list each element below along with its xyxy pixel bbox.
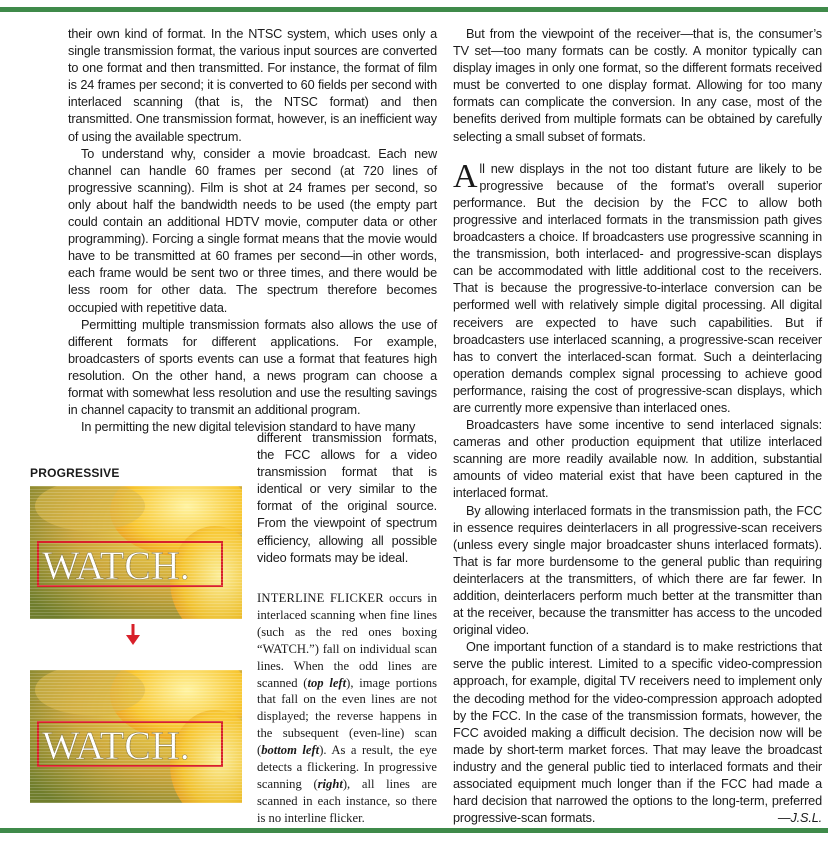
right-paragraph-1: But from the viewpoint of the receiver—that is, the consumer’s TV set—too many formats can be costly. A monitor typically can display images in only one format, so the different formats received must be converted to one display format. Allowing for too many formats can complicate the conversion. In any case, most of the benefits derived from multiple formats can be obtained by carefully selecting a small subset of formats. bbox=[453, 27, 822, 144]
caption-part-c: ). As a result, the eye detects a flickering. In progressive scanning ( bbox=[257, 743, 437, 791]
section-gap bbox=[453, 146, 822, 161]
right-paragraph-4: By allowing interlaced formats in the transmission path, the FCC in essence requires deinterlacers in all progressive-scan receivers (unless every single major broadcaster shuns interlaced formats). That is far more burdensome to the general public than requiring deinterlacers at the transmitters, of which there are far fewer. In addition, deinterlacers perform much better at the transmitter than at the receiver, because the transmitter has access to the uncoded original video. bbox=[453, 503, 822, 638]
caption-part-d: ), all lines are scanned in each instance, so there is no interline flicker. bbox=[257, 776, 437, 825]
right-paragraph-5-text: One important function of a standard is to make restrictions that serve the public interest. Limited to a specific video-compression approach, for example, digital TV receivers need to implement only the decoding method for the video-compression approach adopted by the FCC. In the case of the transmission formats, however, the FCC avoided making a difficult decision. The decision now will be made by short-term market forces. That may leave the broadcast industry and the general public tied to interlaced formats and their associated equipment much longer than if the FCC had made a hard decision that narrowed the options to the long-term, preferred progressive-scan formats. bbox=[453, 640, 822, 826]
caption-ref-bottom-left: bottom left bbox=[261, 743, 320, 758]
right-paragraph-5 bbox=[453, 639, 822, 827]
left-paragraph-2: To understand why, consider a movie broadcast. Each new channel can handle 60 frames per second (at 720 lines of progressive scanning). Film is shot at 24 frames per second, so only about half the bandwidth needs to be used (the empty part could contain an additional HDTV movie, computer data or other programming). Forcing a single format means that the movie would have to be transmitted at 60 frames per second—in other words, each frame would be sent two or three times, and there would be less room for other data. The spectrum therefore becomes occupied with repetitive data. bbox=[68, 146, 437, 315]
top-rule bbox=[0, 7, 828, 12]
right-paragraph-3: Broadcasters have some incentive to send interlaced signals: cameras and other production equipment that utilize interlaced scanning are more readily available now. In addition, substantial amounts of video material exist that have been captured in the interlaced format. bbox=[453, 418, 822, 501]
bottom-rule bbox=[0, 828, 828, 833]
author-signature: —J.S.L. bbox=[777, 811, 822, 826]
caption-ref-right: right bbox=[317, 776, 343, 791]
figure-caption bbox=[257, 590, 437, 827]
caption-part-b: ), image portions that fall on the even lines are not displayed; the reverse happens in the subsequent (even-line) scan ( bbox=[257, 675, 437, 758]
left-paragraph-4-start: In permitting the new digital television standard to have many bbox=[81, 420, 416, 435]
left-paragraph-1: their own kind of format. In the NTSC system, which uses only a single transmission format, the various input sources are converted to one format and then transmitted. For instance, the format of film is 24 frames per second; it is converted to 60 fields per second with interlaced scanning (that is, the NTSC format) and then transmitted. One transmission format, however, is an inefficient way of using the available spectrum. bbox=[68, 27, 437, 144]
right-column bbox=[453, 26, 822, 827]
down-arrow-icon bbox=[126, 624, 140, 651]
right-paragraph-2-text: ll new displays in the not too distant future are likely to be progressive because of the format’s overall superior performance. But the decision by the FCC to allow both progressive and interlaced formats in the transmission path gives broadcasters a choice. If broadcasters use progressive scanning in the transmission, both interlaced- and progressive-scan displays can be accommodated with little additional cost to the receivers. That is because the progressive-to-interlace conversion can be performed well with relatively simple digital processing. All digital receivers are expected to have such capabilities. But if broadcasters use interlaced scanning, a progressive-scan receiver has to convert the interlaced-scan format. Such a deinterlacing operation demands complex signal processing to achieve good performance, raising the cost of progressive-scan displays, which are currently more expensive than interlaced ones. bbox=[453, 161, 822, 415]
figure-title: PROGRESSIVE bbox=[30, 466, 120, 480]
drop-cap: A bbox=[453, 157, 478, 195]
left-paragraph-4-wrap: different transmission formats, the FCC allows for a video transmission format that is identical or very similar to the format of the original source. From the viewpoint of spectrum efficiency, allowing all possible video formats may be ideal. bbox=[257, 431, 437, 565]
left-paragraph-3: Permitting multiple transmission formats also allows the use of different formats for different applications. For example, broadcasters of sports events can use a format that features high resolution. On the other hand, a news program can choose a format with somewhat less resolution and use the resulting savings in channel capacity to transmit an additional program. bbox=[68, 317, 437, 418]
caption-part-a: occurs in interlaced scanning when fine lines (such as the red ones boxing “WATCH.”) fall on individual scan lines. When the odd lines are scanned ( bbox=[257, 591, 437, 690]
caption-ref-top-left: top left bbox=[307, 675, 347, 690]
left-wrapped-text bbox=[257, 430, 437, 567]
left-column bbox=[68, 26, 437, 436]
photo-even-scan bbox=[30, 670, 242, 803]
photo-odd-scan bbox=[30, 486, 242, 619]
right-paragraph-2 bbox=[453, 157, 822, 417]
caption-lead: INTERLINE FLICKER bbox=[257, 591, 384, 605]
